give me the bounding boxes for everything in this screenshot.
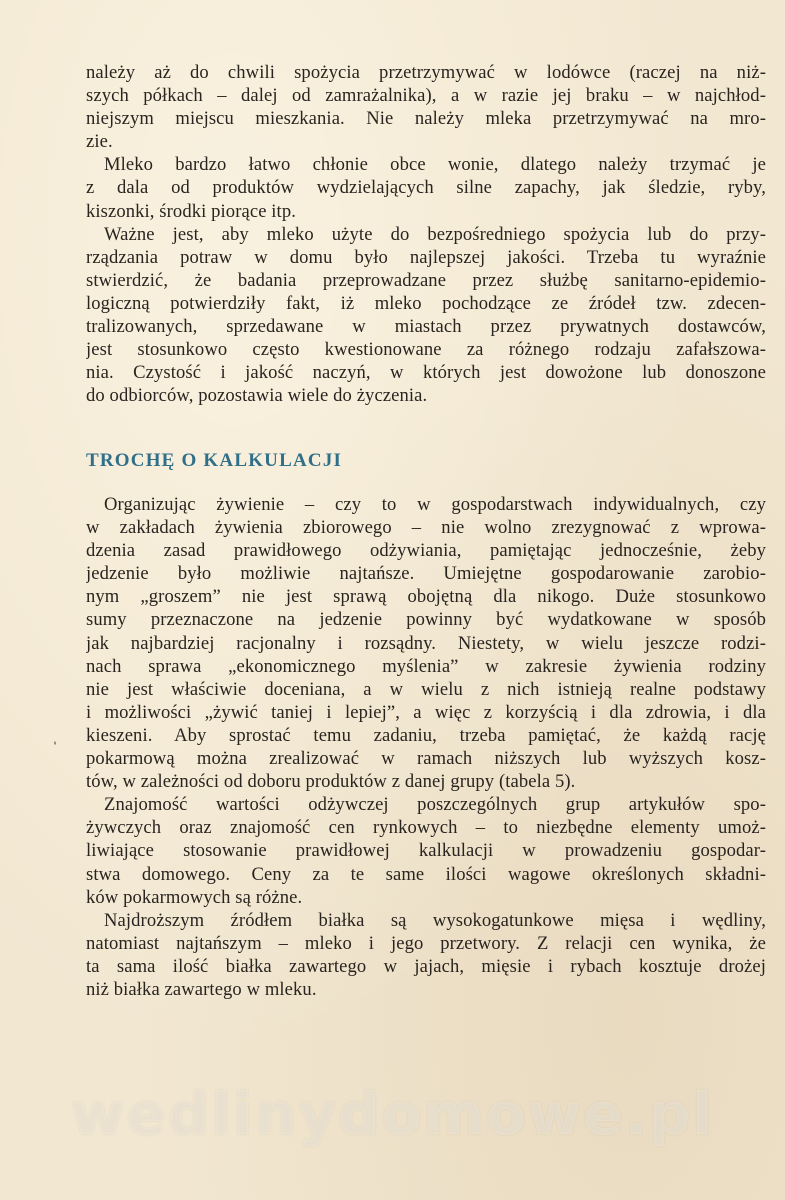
scan-speck: ˈ [52,738,58,758]
text-line: zie. [86,131,113,153]
text-line: rządzania potraw w domu było najlepszej jakości. Trzeba tu wyraźnie [86,246,766,268]
text-line: Mleko bardzo łatwo chłonie obce wonie, dlatego należy trzymać je [104,154,766,176]
text-line: Znajomość wartości odżywczej poszczególnych grup artykułów spo- [104,794,766,816]
text-line: nie jest właściwie doceniana, a w wielu z nich istnieją realne podstawy [86,678,766,700]
text-line: logiczną potwierdziły fakt, iż mleko pochodzące ze źródeł tzw. zdecen- [86,292,766,314]
text-line: nia. Czystość i jakość naczyń, w których jest dowożone lub donoszone [86,362,766,384]
text-line: jak najbardziej racjonalny i rozsądny. Niestety, w wielu jeszcze rodzi- [86,632,766,654]
text-line: ta sama ilość białka zawartego w jajach, mięsie i rybach kosztuje drożej [86,955,766,977]
section-heading: TROCHĘ O KALKULACJI [86,450,343,471]
text-line: dzenia zasad prawidłowego odżywiania, pamiętając jednocześnie, żeby [86,540,766,562]
text-line: w zakładach żywienia zbiorowego – nie wolno zrezygnować z wprowa- [86,517,766,539]
text-line: stwa domowego. Ceny za te same ilości wagowe określonych składni- [86,863,766,885]
text-line: i możliwości „żywić taniej i lepiej”, a więc z korzyścią i dla zdrowia, i dla [86,701,766,723]
text-line: jedzenie było możliwie najtańsze. Umiejętne gospodarowanie zarobio- [86,563,766,585]
text-line: ków pokarmowych są różne. [86,886,303,908]
text-line: sumy przeznaczone na jedzenie powinny być wydatkowane w sposób [86,609,766,631]
watermark: wedlinydomowe.pl [70,1080,715,1148]
text-line: należy aż do chwili spożycia przetrzymywać w lodówce (raczej na niż- [86,62,766,83]
text-line: Najdroższym źródłem białka są wysokogatunkowe mięsa i wędliny, [104,909,766,931]
text-line: z dala od produktów wydzielających silne zapachy, jak śledzie, ryby, [86,177,766,199]
text-line: jest stosunkowo często kwestionowane za różnego rodzaju zafałszowa- [86,339,766,361]
text-line: tów, w zależności od doboru produktów z danej grupy (tabela 5). [86,771,576,793]
text-line: niż białka zawartego w mleku. [86,978,317,1000]
text-line: kiszonki, środki piorące itp. [86,200,296,222]
text-line: stwierdzić, że badania przeprowadzane przez służbę sanitarno-epidemio- [86,269,766,291]
text-line: Ważne jest, aby mleko użyte do bezpośredniego spożycia lub do przy- [104,223,766,245]
text-line: liwiające stosowanie prawidłowej kalkulacji w prowadzeniu gospodar- [86,840,766,862]
text-line: żywczych oraz znajomość cen rynkowych – to niezbędne elementy umoż- [86,817,766,839]
text-line: nach sprawa „ekonomicznego myślenia” w zakresie żywienia rodziny [86,655,766,677]
text-line: niejszym miejscu mieszkania. Nie należy mleka przetrzymywać na mro- [86,108,766,130]
text-section-calculation [86,493,766,1001]
text-section-milk-storage [86,61,766,407]
text-line: Organizując żywienie – czy to w gospodarstwach indywidualnych, czy [104,494,766,515]
text-line: kieszeni. Aby sprostać temu zadaniu, trzeba pamiętać, że każdą rację [86,724,766,746]
text-line: natomiast najtańszym – mleko i jego przetwory. Z relacji cen wynika, że [86,932,766,954]
text-line: szych półkach – dalej od zamrażalnika), a w razie jej braku – w najchłod- [86,85,766,107]
text-line: do odbiorców, pozostawia wiele do życzenia. [86,385,428,407]
text-line: tralizowanych, sprzedawane w miastach przez prywatnych dostawców, [86,316,766,338]
text-line: pokarmową można zrealizować w ramach niższych lub wyższych kosz- [86,748,766,770]
text-line: nym „groszem” nie jest sprawą obojętną dla nikogo. Duże stosunkowo [86,586,766,608]
